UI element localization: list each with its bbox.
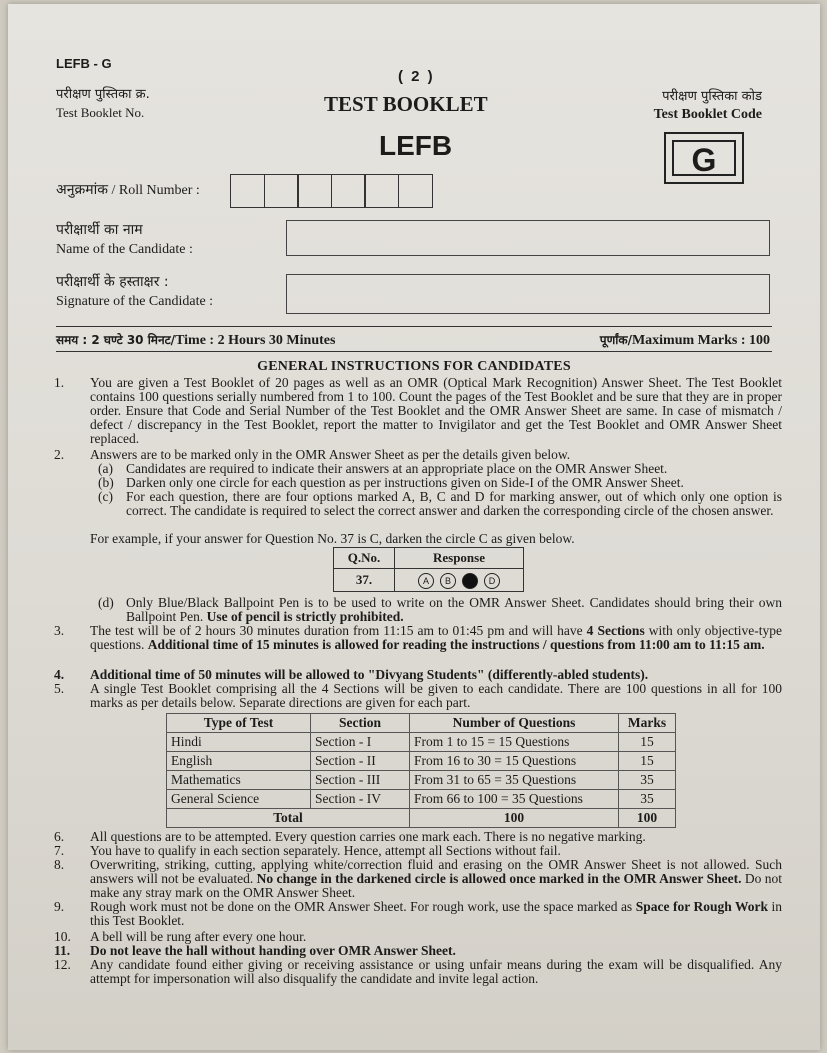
bubble-a: A [418,573,434,589]
roll-number-boxes [230,174,431,208]
instruction-number: 10. [54,929,71,944]
exam-duration-english: Time : 2 Hours 30 Minutes [175,333,336,348]
cell-questions: From 16 to 30 = 15 Questions [410,752,619,771]
text-bold: No change in the darkened circle is allowed once marked in the OMR Answer Sheet. [256,871,742,886]
text-part: Overwriting, striking, cutting, applying white/correction fluid and erasing on the OMR Answer Sheet is not allowed. Such answers will not be evaluated. [90,857,782,886]
instruction-text: Additional time of 50 minutes will be allowed to "Divyang Students" (differently-abled students). [90,667,649,682]
instruction-number: 1. [54,375,65,390]
table-total-row [167,809,676,828]
text-part: The test will be of 2 hours 30 minutes duration from 11:15 am to 01:45 pm and will have [90,623,583,638]
candidate-name-field[interactable] [286,220,770,256]
bubble-c-filled: C [462,573,478,589]
total-marks: 100 [619,809,676,828]
text-part: with only objective-type questions. [90,623,783,652]
instruction-7 [54,844,782,858]
instruction-2a [54,462,782,476]
response-bubbles [395,569,524,592]
booklet-code-letter: G [672,140,736,176]
sub-text: Darken only one circle for each question as per instructions given on Side-I of the OMR Answer Sheet. [126,475,684,490]
booklet-series: LEFB [379,130,453,161]
sub-text-bold: Use of pencil is strictly prohibited. [206,609,404,624]
series-code: LEFB - G [56,56,112,71]
candidate-name-label-hindi: परीक्षार्थी का नाम [56,222,143,238]
cell-section: Section - I [311,733,410,752]
instruction-11 [54,944,782,958]
instruction-10 [54,930,782,944]
cell-marks: 35 [619,771,676,790]
table-row [167,771,676,790]
roll-digit-box[interactable] [297,174,332,208]
instruction-number: 2. [54,447,65,462]
roll-digit-box[interactable] [364,174,399,208]
instruction-number: 4. [54,667,65,682]
total-label: Total [167,809,410,828]
instruction-text: Answers are to be marked only in the OMR Answer Sheet as per the details given below. [90,447,571,462]
instruction-number: 3. [54,623,65,638]
instruction-text [90,900,782,928]
instruction-text: Do not leave the hall without handing over OMR Answer Sheet. [90,943,456,958]
instruction-2b [54,476,782,490]
cell-type: English [167,752,311,771]
column-header: Number of Questions [410,714,619,733]
text-bold: Space for Rough Work [635,899,768,914]
table-row [167,752,676,771]
page-title: TEST BOOKLET [324,92,488,116]
sub-text [126,596,782,624]
cell-type: General Science [167,790,311,809]
instruction-number: 7. [54,843,65,858]
cell-marks: 15 [619,752,676,771]
instruction-12 [54,958,782,986]
column-header: Type of Test [167,714,311,733]
cell-questions: From 66 to 100 = 35 Questions [410,790,619,809]
response-header: Response [395,548,524,569]
candidate-name-label: Name of the Candidate : [56,242,193,257]
text-bold: 4 Sections [586,623,645,638]
instruction-2c [54,490,782,518]
cell-questions: From 31 to 65 = 35 Questions [410,771,619,790]
cell-marks: 15 [619,733,676,752]
table-row [167,790,676,809]
roll-digit-box[interactable] [331,174,366,208]
sub-text: Candidates are required to indicate their answers at an appropriate place on the OMR Answer Sheet. [126,461,668,476]
bubble-b: B [440,573,456,589]
column-header: Marks [619,714,676,733]
instruction-text: You are given a Test Booklet of 20 pages as well as an OMR (Optical Mark Recognition) Answer Sheet. The Test Booklet contains 100 questions serially numbered from 1 to 100. Count the pages of the Test Booklet and be sure that they are in proper order. Ensure that Code and Serial Number of the Test Booklet and the OMR Answer Sheet are same. In case of mismatch / defect / discrepancy in the Test Booklet, report the matter to Invigilator and get the Test Booklet and OMR Answer Sheet replaced. [90,375,782,446]
instruction-1 [54,376,782,446]
instruction-8 [54,858,782,900]
instruction-2d [54,596,782,624]
booklet-code-box [664,132,744,184]
exam-duration [56,331,335,349]
instruction-number: 5. [54,681,65,696]
booklet-code-label: Test Booklet Code [653,107,762,122]
instruction-5 [54,682,782,710]
booklet-number-label: Test Booklet No. [56,105,145,120]
roll-number-label: अनुक्रमांक / Roll Number : [56,183,200,198]
divider [56,326,772,327]
roll-digit-box[interactable] [398,174,433,208]
divider [56,351,772,352]
text-part: in this Test Booklet. [90,899,783,928]
instruction-number: 12. [54,957,71,972]
qno-value: 37. [334,569,395,592]
instruction-text: A single Test Booklet comprising all the 4 Sections will be given to each candidate. There are 100 questions in all for 100 marks as per details below. Separate directions are given for each part. [90,681,782,710]
instruction-9 [54,900,782,928]
text-part: Do not make any stray mark on the OMR Answer Sheet. [90,871,783,900]
instruction-text [90,858,782,900]
cell-section: Section - III [311,771,410,790]
example-line [54,532,782,546]
instruction-text: You have to qualify in each section separately. Hence, attempt all Sections without fail. [90,843,561,858]
instruction-2 [54,448,782,462]
text-part: Rough work must not be done on the OMR Answer Sheet. For rough work, use the space marked as [90,899,633,914]
sub-label: (d) [98,595,114,610]
instruction-text: Any candidate found either giving or receiving assistance or using unfair means during the exam will be disqualified. Any attempt for impersonation will also disqualify the candidate and invite legal action. [90,957,782,986]
test-booklet-page [8,4,820,1050]
instruction-text: A bell will be rung after every one hour. [90,929,307,944]
instruction-text: All questions are to be attempted. Every question carries one mark each. There is no negative marking. [90,829,646,844]
table-header-row [167,714,676,733]
sub-label: (c) [98,489,113,504]
maximum-marks [600,331,770,349]
instruction-6 [54,830,782,844]
cell-section: Section - II [311,752,410,771]
maximum-marks-hindi: पूर्णांक/ [599,333,632,347]
sub-text: For each question, there are four options marked A, B, C and D for marking answer, out of which only one option is correct. The candidate is required to select the correct answer and darken the corresponding circle of the chosen answer. [126,489,782,518]
sub-text-plain: Only Blue/Black Ballpoint Pen is to be used to write on the OMR Answer Sheet. Candidates should bring their own Ballpoint Pen. [126,595,782,624]
column-header: Section [311,714,410,733]
sub-label: (a) [98,461,113,476]
sections-table [166,713,676,828]
cell-section: Section - IV [311,790,410,809]
instruction-3 [54,624,782,652]
instruction-number: 8. [54,857,65,872]
roll-digit-box[interactable] [264,174,299,208]
exam-duration-hindi: समय : 2 घण्टे 30 मिनट/ [56,333,176,347]
bubble-d: D [484,573,500,589]
instruction-number: 11. [54,943,71,958]
instruction-number: 9. [54,899,65,914]
roll-digit-box[interactable] [230,174,265,208]
sub-label: (b) [98,475,114,490]
cell-marks: 35 [619,790,676,809]
page-number: ( 2 ) [398,68,435,85]
booklet-number-label-hindi: परीक्षण पुस्तिका क्र. [56,87,150,102]
cell-questions: From 1 to 15 = 15 Questions [410,733,619,752]
cell-type: Mathematics [167,771,311,790]
total-questions: 100 [410,809,619,828]
instructions-heading: GENERAL INSTRUCTIONS FOR CANDIDATES [257,359,571,374]
qno-header: Q.No. [334,548,395,569]
instruction-text [90,624,782,652]
cell-type: Hindi [167,733,311,752]
booklet-code-label-hindi: परीक्षण पुस्तिका कोड [662,89,762,104]
table-row [167,733,676,752]
example-response-table [333,547,524,592]
signature-label: Signature of the Candidate : [56,294,214,309]
example-text: For example, if your answer for Question No. 37 is C, darken the circle C as given below. [90,531,575,546]
signature-field[interactable] [286,274,770,314]
signature-label-hindi: परीक्षार्थी के हस्ताक्षर : [56,274,169,290]
instruction-number: 6. [54,829,65,844]
maximum-marks-english: Maximum Marks : 100 [631,333,770,348]
text-bold: Additional time of 15 minutes is allowed for reading the instructions / questions from 11:00 am to 11:15 am. [147,637,765,652]
instruction-4 [54,668,782,682]
